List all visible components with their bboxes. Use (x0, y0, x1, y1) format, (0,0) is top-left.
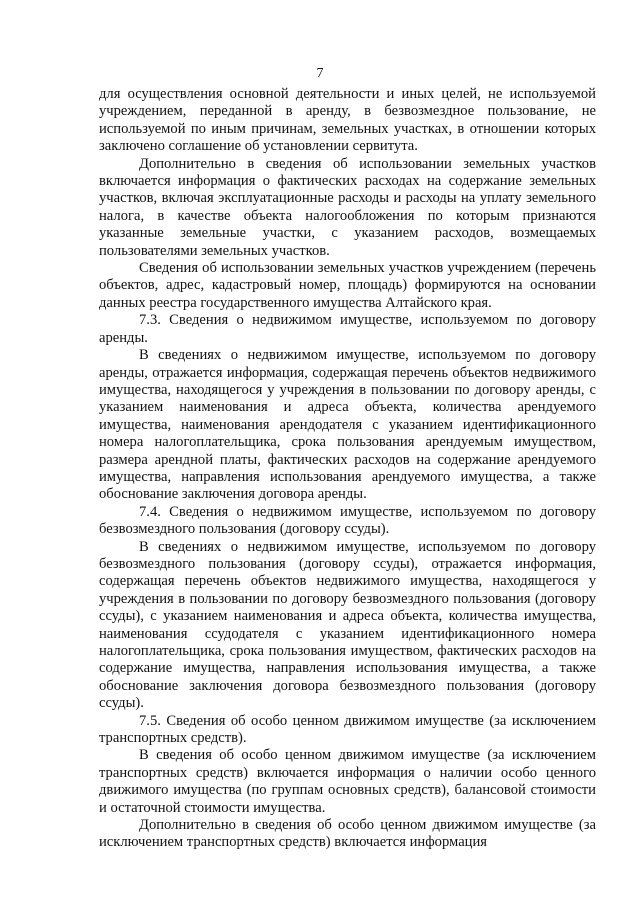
section-heading-7-5: 7.5. Сведения об особо ценном движимом имуществе (за исключением транспортных средств). (99, 712, 596, 747)
section-heading-7-3: 7.3. Сведения о недвижимом имуществе, используемом по договору аренды. (99, 312, 596, 346)
document-body (99, 86, 596, 852)
paragraph-9: В сведения об особо ценном движимом имуществе (за исключением транспортных средств) включается информация о наличии особо ценного движимого имущества (по группам основных средств), балансовой стоимости и остаточной стоимости имущества. (99, 747, 596, 816)
paragraph-7: В сведениях о недвижимом имуществе, используемом по договору безвозмездного пользования (договору ссуды), отражается информация, содержащая перечень объектов недвижимого имущества, находящегося у учреждения в пользовании по договору безвозмездного пользования (договору ссуды), с указанием наименования и адреса объекта, количества имущества, наименования ссудодателя с указанием идентификационного номера налогоплательщика, срока пользования имуществом, фактических расходов на содержание имущества, направления использования имущества, а также обоснование заключения договора безвозмездного пользования (договору ссуды). (99, 538, 596, 712)
paragraph-5: В сведениях о недвижимом имуществе, используемом по договору аренды, отражается информация, содержащая перечень объектов недвижимого имущества, находящегося у учреждения в пользовании по договору аренды, с указанием наименования и адреса объекта, количества арендуемого имущества, наименования арендодателя с указанием идентификационного номера налогоплательщика, срока пользования арендуемым имуществом, размера арендной платы, фактических расходов на содержание арендуемого имущества, направления использования арендуемого имущества, а также обоснование заключения договора аренды. (99, 347, 596, 503)
paragraph-2: Дополнительно в сведения об использовании земельных участков включается информация о фактических расходах на содержание земельных участков, включая эксплуатационные расходы и расходы на уплату земельного налога, в качестве объекта налогообложения по которым признаются указанные земельные участки, с указанием расходов, возмещаемых пользователями земельных участков. (99, 155, 596, 259)
paragraph-1: для осуществления основной деятельности и иных целей, не используемой учреждением, переданной в аренду, в безвозмездное пользование, не используемой по иным причинам, земельных участках, в отношении которых заключено соглашение об установлении сервитута. (99, 86, 596, 155)
paragraph-3: Сведения об использовании земельных участков учреждением (перечень объектов, адрес, кадастровый номер, площадь) формируются на основании данных реестра государственного имущества Алтайского края. (99, 260, 596, 311)
paragraph-10: Дополнительно в сведения об особо ценном движимом имуществе (за исключением транспортных средств) включается информация (99, 817, 596, 851)
section-heading-7-4: 7.4. Сведения о недвижимом имуществе, используемом по договору безвозмездного пользования (договору ссуды). (99, 503, 596, 538)
page-number: 7 (316, 66, 324, 81)
